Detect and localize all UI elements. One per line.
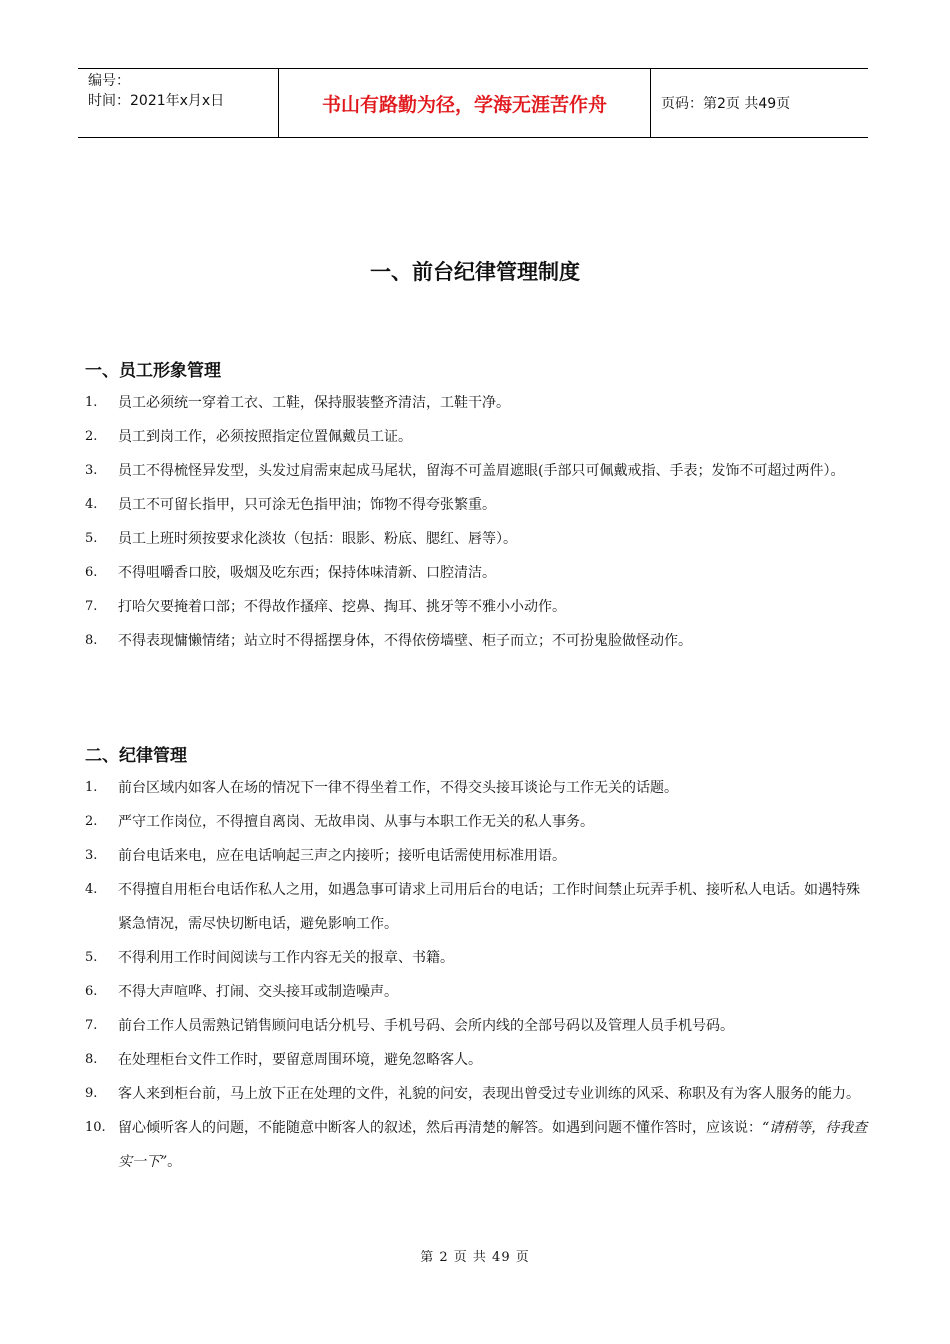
item-number: 6. bbox=[85, 984, 98, 999]
item-number: 4. bbox=[85, 882, 98, 897]
item-text: 员工必须统一穿着工衣、工鞋，保持服装整齐清洁，工鞋干净。 bbox=[118, 395, 510, 411]
item-text: 前台电话来电，应在电话响起三声之内接听；接听电话需使用标准用语。 bbox=[118, 848, 566, 864]
item-quote: “请稍等，待我查实一下” bbox=[118, 1120, 868, 1170]
item-text: 前台工作人员需熟记销售顾问电话分机号、手机号码、会所内线的全部号码以及管理人员手机号码。 bbox=[118, 1018, 734, 1034]
list-item bbox=[85, 420, 870, 454]
item-text: 员工不可留长指甲，只可涂无色指甲油；饰物不得夸张繁重。 bbox=[118, 497, 496, 513]
item-number: 2. bbox=[85, 814, 98, 829]
item-number: 9. bbox=[85, 1086, 98, 1101]
item-text: 前台区域内如客人在场的情况下一律不得坐着工作，不得交头接耳谈论与工作无关的话题。 bbox=[118, 780, 678, 796]
section-image-management bbox=[85, 356, 870, 658]
item-number: 8. bbox=[85, 1052, 98, 1067]
item-text: 员工到岗工作，必须按照指定位置佩戴员工证。 bbox=[118, 429, 412, 445]
list-item bbox=[85, 941, 870, 975]
section-heading: 一、员工形象管理 bbox=[85, 361, 221, 381]
item-text bbox=[118, 1111, 870, 1179]
header-table bbox=[78, 68, 868, 138]
list-item bbox=[85, 771, 870, 805]
page-footer: 第 2 页 共 49 页 bbox=[420, 1250, 530, 1265]
item-number: 3. bbox=[85, 848, 98, 863]
item-number: 8. bbox=[85, 633, 98, 648]
header-motto: 书山有路勤为径，学海无涯苦作舟 bbox=[279, 69, 651, 137]
item-text: 不得利用工作时间阅读与工作内容无关的报章、书籍。 bbox=[118, 950, 454, 966]
item-number: 6. bbox=[85, 565, 98, 580]
list-item bbox=[85, 624, 870, 658]
item-number: 5. bbox=[85, 950, 98, 965]
list-item bbox=[85, 1077, 870, 1111]
item-text: 员工上班时须按要求化淡妆（包括：眼影、粉底、腮红、唇等）。 bbox=[118, 531, 517, 547]
header-page-info: 页码：第2页 共49页 bbox=[661, 96, 791, 112]
list-item bbox=[85, 1009, 870, 1043]
item-text: 严守工作岗位，不得擅自离岗、无故串岗、从事与本职工作无关的私人事务。 bbox=[118, 814, 594, 830]
item-text-tail: 。 bbox=[167, 1154, 182, 1170]
list-item bbox=[85, 839, 870, 873]
item-text: 不得表现慵懒情绪；站立时不得摇摆身体，不得依傍墙壁、柜子而立；不可扮鬼脸做怪动作。 bbox=[118, 633, 692, 649]
list-item bbox=[85, 386, 870, 420]
code-label: 编号： bbox=[88, 73, 130, 89]
list-item bbox=[85, 805, 870, 839]
item-number: 1. bbox=[85, 395, 98, 410]
document-title: 一、前台纪律管理制度 bbox=[370, 260, 580, 284]
list-item bbox=[85, 975, 870, 1009]
item-number: 10. bbox=[85, 1120, 106, 1135]
item-number: 2. bbox=[85, 429, 98, 444]
item-number: 7. bbox=[85, 599, 98, 614]
list-item bbox=[85, 522, 870, 556]
item-number: 7. bbox=[85, 1018, 98, 1033]
list-item bbox=[85, 1111, 870, 1179]
list-item bbox=[85, 556, 870, 590]
item-number: 1. bbox=[85, 780, 98, 795]
section-discipline-management bbox=[85, 741, 870, 1179]
item-number: 4. bbox=[85, 497, 98, 512]
item-number: 5. bbox=[85, 531, 98, 546]
item-text: 员工不得梳怪异发型，头发过肩需束起成马尾状，留海不可盖眉遮眼(手部只可佩戴戒指、手表；发饰不可超过两件）。 bbox=[118, 463, 845, 479]
item-text: 在处理柜台文件工作时，要留意周围环境，避免忽略客人。 bbox=[118, 1052, 482, 1068]
item-text: 不得咀嚼香口胶，吸烟及吃东西；保持体味清新、口腔清洁。 bbox=[118, 565, 496, 581]
section-heading: 二、纪律管理 bbox=[85, 746, 187, 766]
item-text: 不得大声喧哗、打闹、交头接耳或制造噪声。 bbox=[118, 984, 398, 1000]
item-text: 客人来到柜台前，马上放下正在处理的文件，礼貌的问安，表现出曾受过专业训练的风采、称职及有为客人服务的能力。 bbox=[118, 1086, 860, 1102]
item-text: 不得擅自用柜台电话作私人之用，如遇急事可请求上司用后台的电话；工作时间禁止玩弄手机、接听私人电话。如遇特殊紧急情况，需尽快切断电话，避免影响工作。 bbox=[118, 882, 860, 932]
list-item bbox=[85, 488, 870, 522]
item-text: 打哈欠要掩着口部；不得故作搔痒、挖鼻、掏耳、挑牙等不雅小小动作。 bbox=[118, 599, 566, 615]
item-number: 3. bbox=[85, 463, 98, 478]
list-item bbox=[85, 873, 870, 941]
list-item bbox=[85, 590, 870, 624]
list-item bbox=[85, 454, 870, 488]
header-meta bbox=[78, 69, 279, 137]
list-item bbox=[85, 1043, 870, 1077]
item-text-main: 留心倾听客人的问题，不能随意中断客人的叙述，然后再清楚的解答。如遇到问题不懂作答时，应该说： bbox=[118, 1120, 762, 1136]
time-label: 时间：2021年x月x日 bbox=[88, 93, 225, 109]
